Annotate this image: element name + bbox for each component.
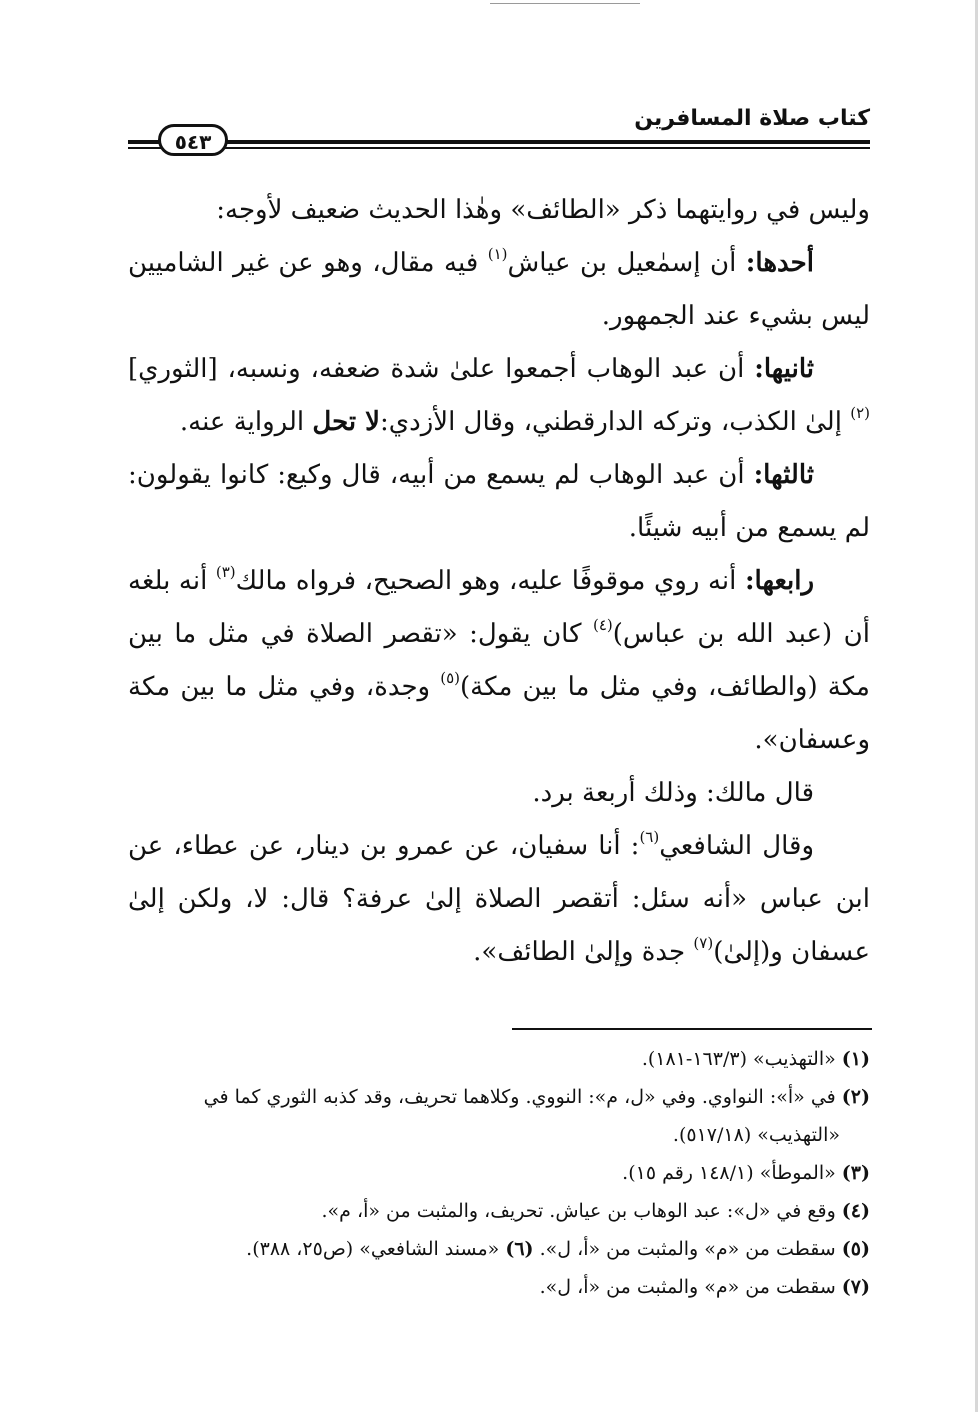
footnote-1 [128,1040,870,1078]
paragraph-text: أن عبد الوهاب لم يسمع من أبيه، قال وكيع: كانوا يقولون: لم يسمع من أبيه شيئًا. [128,460,870,543]
paragraph-text: وقال الشافعي [659,831,815,861]
paragraph-text: قال مالك: وذلك أربعة برد. [532,778,814,808]
footnote-text: «التهذيب» (١٦٣/٣-١٨١). [641,1048,842,1070]
running-head [128,106,870,158]
paragraph-first-reason [128,237,870,343]
reason-label: ثانيها: [754,354,814,384]
paragraph-third-reason [128,449,870,555]
header-rule-thin [128,147,870,149]
paragraph-text: جدة وإلىٰ الطائف». [473,937,694,967]
footnote-number: (٤) [841,1200,870,1222]
footnote-separator [512,1028,872,1030]
footnote-ref[interactable]: (٦) [639,828,660,847]
paragraph-fourth-reason [128,555,870,767]
paragraph-text: أن عبد الوهاب أجمعوا علىٰ شدة ضعفه، ونسبه، [الثوري] [128,354,755,384]
footnote-number: (١) [841,1048,870,1070]
footnote-ref[interactable]: (٧) [693,934,714,953]
footnote-ref[interactable]: (٤) [592,616,613,635]
footnote-number: (٣) [841,1162,870,1184]
footnote-number: (٢) [841,1086,870,1108]
paragraph-text: إلىٰ الكذب، وتركه الدارقطني، وقال الأزدي: [380,407,851,437]
paragraph-text: أن إسمٰعيل بن عياش [507,248,746,278]
book-title: كتاب صلاة المسافرين [634,106,870,131]
footnote-text: «التهذيب» (٥١٧/١٨). [672,1124,840,1146]
footnote-5-6 [128,1230,870,1268]
header-rule-thick [128,140,870,144]
footnote-ref[interactable]: (٢) [850,404,870,423]
footnote-text: في «أ»: النواوي. وفي «ل، م»: النووي. وكلاهما تحريف، وقد كذبه الثوري كما في [203,1086,842,1108]
paragraph-text: وجدة، وفي مثل ما بين مكة وعسفان». [128,672,870,755]
paragraph-intro [128,184,870,237]
paragraph-text: أنه روي موقوفًا عليه، وهو الصحيح، فرواه مالك [235,566,745,596]
paragraph-shafii [128,820,870,979]
page-number: ٥٤٣ [158,124,228,156]
footnotes [128,1040,870,1306]
footnote-2 [128,1078,870,1116]
paragraph-text: الرواية عنه. [179,407,313,437]
footnote-4 [128,1192,870,1230]
paragraph-text: وليس في روايتهما ذكر «الطائف» وهٰذا الحديث ضعيف لأوجه: [216,195,870,225]
footnote-2-continued [128,1116,870,1154]
paragraph-text: أنه بلغه أن (عبد الله بن عباس) [128,566,870,649]
scan-top-rule [490,3,640,4]
reason-label: أحدها: [745,248,814,278]
footnote-text: سقطت من «م» والمثبت من «أ، ل». [539,1276,842,1298]
footnote-number: (٦) [505,1238,534,1260]
footnote-text: «مسند الشافعي» (ص٢٥، ٣٨٨). [246,1238,506,1260]
paragraph-second-reason [128,343,870,449]
footnote-ref[interactable]: (١) [487,245,508,264]
bold-quote: لا تحل [312,407,380,437]
footnote-number: (٧) [841,1276,870,1298]
footnote-3 [128,1154,870,1192]
paragraph-text: : أنا سفيان، عن عمرو بن دينار، عن عطاء، عن ابن عباس «أنه سئل: أتقصر الصلاة إلىٰ عرفة؟ قال: لا، ولكن إلىٰ عسفان و(إلىٰ) [128,831,870,967]
footnote-text: «الموطأ» (١٤٨/١ رقم ١٥). [622,1162,842,1184]
footnote-ref[interactable]: (٥) [440,669,461,688]
footnote-number: (٥) [841,1238,870,1260]
paragraph-malik [128,767,870,820]
footnote-text: وقع في «ل»: عبد الوهاب بن عياش. تحريف، والمثبت من «أ، م». [321,1200,842,1222]
footnote-ref[interactable]: (٣) [215,563,236,582]
footnote-text: سقطت من «م» والمثبت من «أ، ل». [533,1238,842,1260]
reason-label: رابعها: [744,566,814,596]
main-text [128,184,870,979]
footnote-7 [128,1268,870,1306]
reason-label: ثالثها: [753,460,814,490]
paragraph-text: كان يقول: «تقصر الصلاة في مثل ما بين مكة (والطائف، وفي مثل ما بين مكة) [128,619,870,702]
paragraph-text: فيه مقال، وهو عن غير الشاميين ليس بشيء عند الجمهور. [128,248,870,331]
